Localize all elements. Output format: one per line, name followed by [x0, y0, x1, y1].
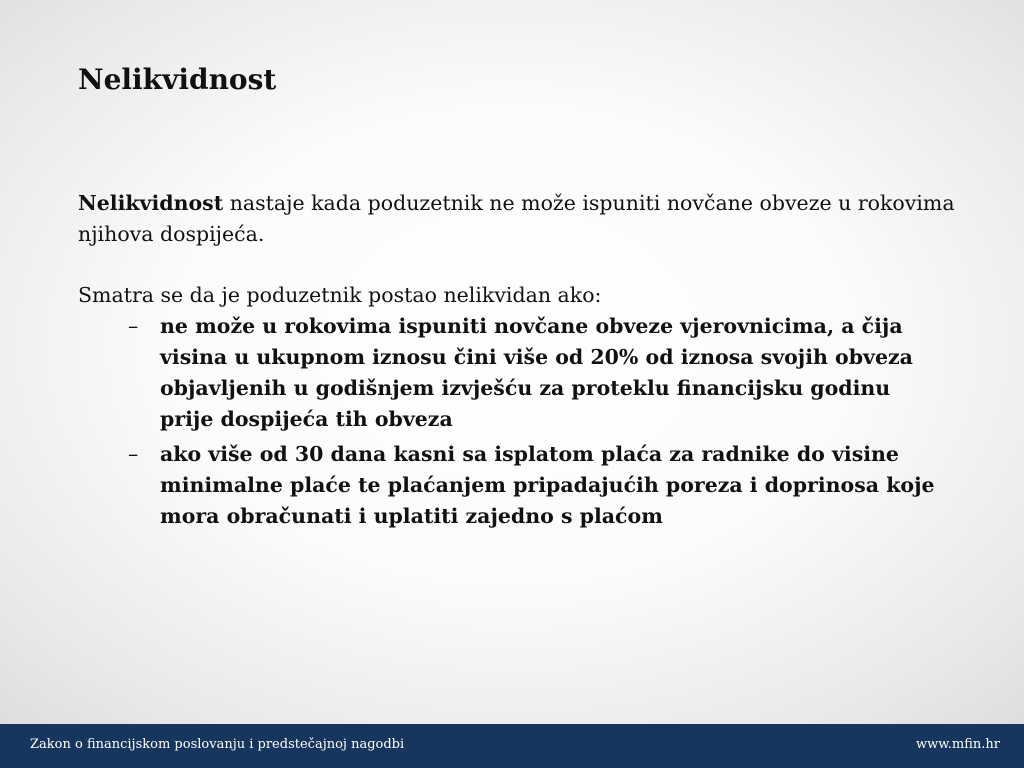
slide-content — [78, 188, 958, 536]
spacer — [78, 250, 958, 280]
footer-law-title: Zakon o financijskom poslovanju i predstečajnoj nagodbi — [30, 737, 405, 752]
definition-text: nastaje kada poduzetnik ne može ispuniti novčane obveze u rokovima njihova dospijeća. — [78, 191, 955, 246]
list-item — [128, 311, 940, 435]
definition-term: Nelikvidnost — [78, 191, 224, 215]
list-item — [128, 439, 940, 532]
footer-website: www.mfin.hr — [915, 737, 1000, 752]
dash-bullet-icon: – — [128, 314, 139, 338]
list-item-text: ne može u rokovima ispuniti novčane obveze vjerovnicima, a čija visina u ukupnom iznosu čini više od 20% od iznosa svojih obveza objavljenih u godišnjem izvješću za proteklu financijsku godinu prije dospijeća tih obveza — [160, 314, 913, 431]
criteria-list — [78, 311, 940, 532]
definition-paragraph — [78, 188, 958, 250]
footer-bar — [0, 724, 1024, 768]
dash-bullet-icon: – — [128, 442, 139, 466]
list-item-text: ako više od 30 dana kasni sa isplatom plaća za radnike do visine minimalne plaće te plaćanjem pripadajućih poreza i doprinosa koje mora obračunati i uplatiti zajedno s plaćom — [160, 442, 935, 528]
intro-paragraph: Smatra se da je poduzetnik postao nelikvidan ako: — [78, 283, 602, 307]
slide-title: Nelikvidnost — [78, 63, 277, 96]
